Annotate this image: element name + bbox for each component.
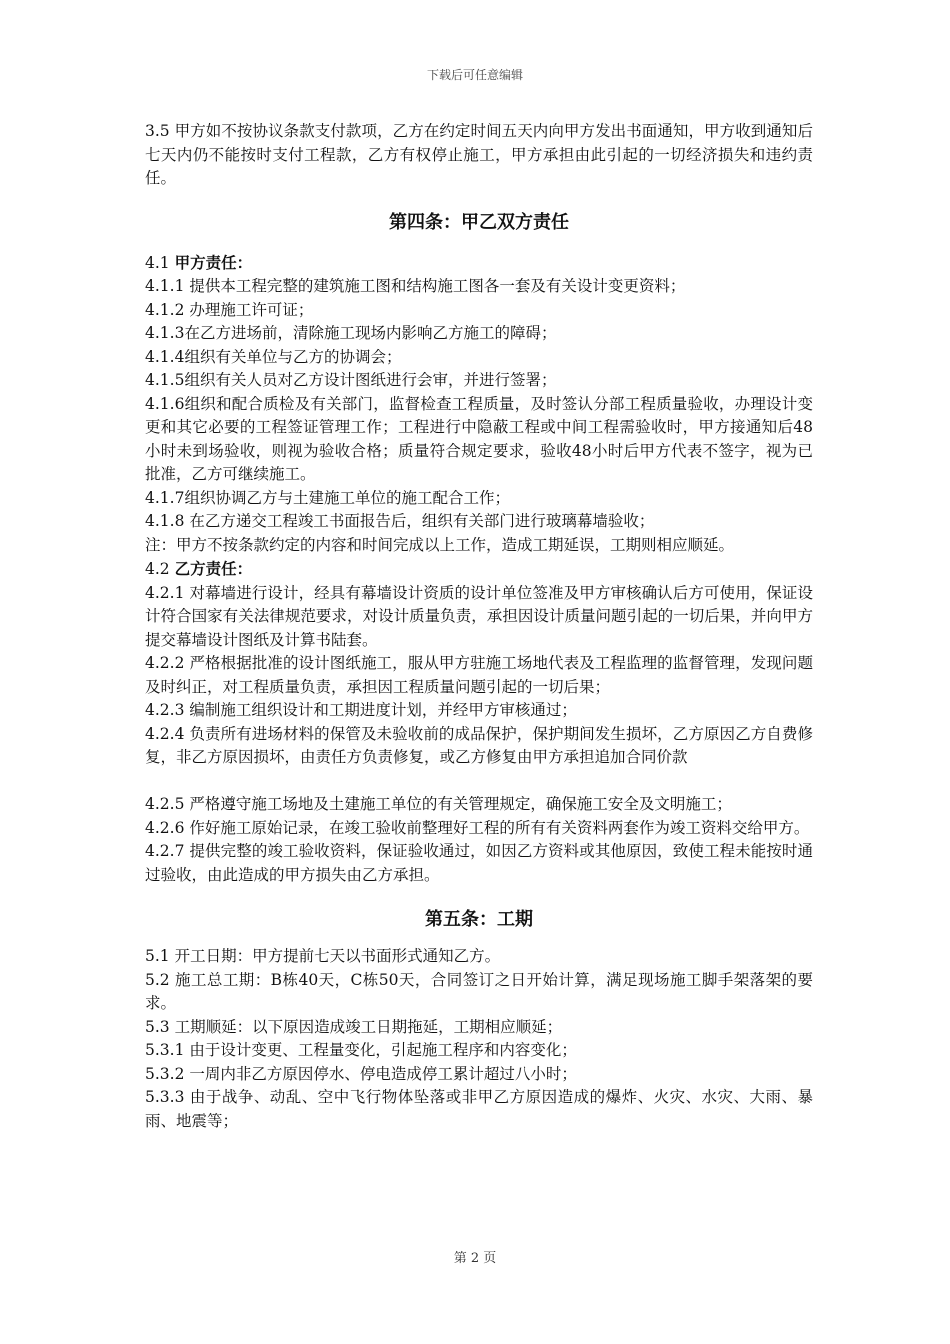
clause-4-1-5: 4.1.5组织有关人员对乙方设计图纸进行会审，并进行签署； xyxy=(145,371,557,389)
clause-4-2-6: 4.2.6 作好施工原始记录，在竣工验收前整理好工程的所有有关资料两套作为竣工资料交给甲方。 xyxy=(145,818,810,837)
section-4-2-heading xyxy=(145,557,813,582)
note-4-1: 注：甲方不按条款约定的内容和时间完成以上工作，造成工期延误，工期则相应顺延。 xyxy=(145,535,735,554)
clause-5-1: 5.1 开工日期：甲方提前七天以书面形式通知乙方。 xyxy=(145,947,501,965)
clause-5-3: 5.3 工期顺延：以下原因造成竣工日期拖延，工期相应顺延； xyxy=(145,1017,563,1036)
clause-4-2-5: 4.2.5 严格遵守施工场地及土建施工单位的有关管理规定，确保施工安全及文明施工； xyxy=(145,795,732,813)
clause-5-2: 5.2 施工总工期：B栋40天，C栋50天，合同签订之日开始计算，满足现场施工脚手架落架的要求。 xyxy=(145,970,813,1012)
document-body xyxy=(145,120,813,1133)
section-label: 乙方责任： xyxy=(174,559,253,578)
section-number: 4.2 xyxy=(145,560,175,578)
section-4-1-heading xyxy=(145,251,813,276)
section-label: 甲方责任： xyxy=(174,252,253,272)
article-5-title: 第五条：工期 xyxy=(425,909,533,930)
article-4-title: 第四条：甲乙双方责任 xyxy=(389,211,569,233)
clause-4-2-4: 4.2.4 负责所有进场材料的保管及未验收前的成品保护，保护期间发生损坏，乙方原因乙方自费修复，非乙方原因损坏，由责任方负责修复，或乙方修复由甲方承担追加合同价款 xyxy=(145,724,813,766)
clause-4-2-7: 4.2.7 提供完整的竣工验收资料，保证验收通过，如因乙方资料或其他原因，致使工程未能按时通过验收，由此造成的甲方损失由乙方承担。 xyxy=(145,842,813,884)
clause-4-2-3: 4.2.3 编制施工组织设计和工期进度计划，并经甲方审核通过； xyxy=(145,701,577,719)
clause-5-3-2: 5.3.2 一周内非乙方原因停水、停电造成停工累计超过八小时； xyxy=(145,1064,577,1083)
clause-5-3-3: 5.3.3 由于战争、动乱、空中飞行物体坠落或非甲乙方原因造成的爆炸、火灾、水灾、大雨、暴雨、地震等； xyxy=(145,1088,813,1130)
clause-4-2-1: 4.2.1 对幕墙进行设计，经具有幕墙设计资质的设计单位签准及甲方审核确认后方可使用，保证设计符合国家有关法律规范要求，对设计质量负责，承担因设计质量问题引起的一切后果，并向甲方提交幕墙设计图纸及计算书陆套。 xyxy=(145,583,813,649)
section-number: 4.1 xyxy=(145,253,175,272)
clause-4-1-1: 4.1.1 提供本工程完整的建筑施工图和结构施工图各一套及有关设计变更资料； xyxy=(145,277,686,295)
page-number: 第 2 页 xyxy=(453,1251,497,1266)
clause-4-1-6: 4.1.6组织和配合质检及有关部门，监督检查工程质量，及时签认分部工程质量验收，办理设计变更和其它必要的工程签证管理工作；工程进行中隐蔽工程或中间工程需验收时，甲方接通知后48小时未到场验收，则视为验收合格；质量符合规定要求，验收48小时后甲方代表不签字，视为已批准，乙方可继续施工。 xyxy=(145,394,813,483)
clause-4-1-4: 4.1.4组织有关单位与乙方的协调会； xyxy=(145,347,402,366)
clause-4-1-3: 4.1.3在乙方进场前，清除施工现场内影响乙方施工的障碍； xyxy=(145,324,557,342)
clause-5-3-1: 5.3.1 由于设计变更、工程量变化，引起施工程序和内容变化； xyxy=(145,1041,577,1059)
clause-4-1-8: 4.1.8 在乙方递交工程竣工书面报告后，组织有关部门进行玻璃幕墙验收； xyxy=(145,512,655,530)
clause-3-5: 3.5 甲方如不按协议条款支付款项，乙方在约定时间五天内向甲方发出书面通知，甲方收到通知后七天内仍不能按时支付工程款，乙方有权停止施工，甲方承担由此引起的一切经济损失和违约责任。 xyxy=(145,122,813,187)
clause-4-1-7: 4.1.7组织协调乙方与土建施工单位的施工配合工作； xyxy=(145,488,510,507)
clause-4-2-2: 4.2.2 严格根据批准的设计图纸施工，服从甲方驻施工场地代表及工程监理的监督管理，发现问题及时纠正，对工程质量负责，承担因工程质量问题引起的一切后果； xyxy=(145,654,813,696)
blank-line xyxy=(145,770,813,794)
page-header: 下载后可任意编辑 xyxy=(426,68,523,82)
clause-4-1-2: 4.1.2 办理施工许可证； xyxy=(145,300,314,319)
